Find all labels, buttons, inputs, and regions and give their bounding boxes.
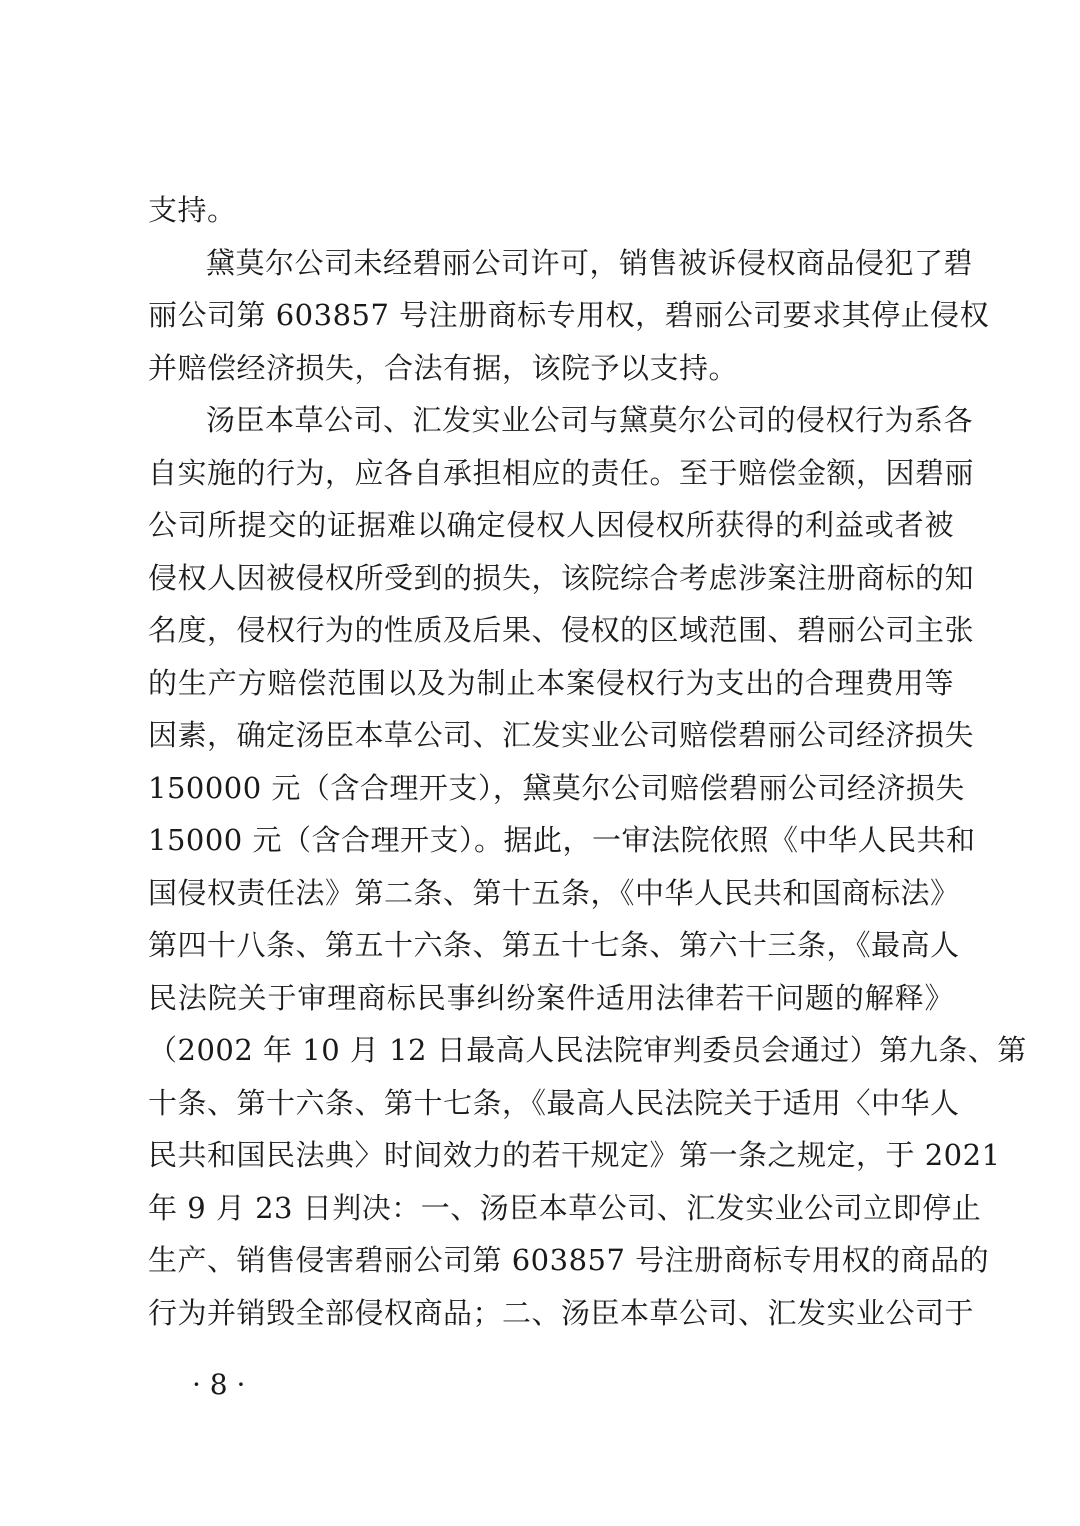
text-line: 丽公司第 603857 号注册商标专用权，碧丽公司要求其停止侵权: [148, 298, 990, 332]
text-line: 黛莫尔公司未经碧丽公司许可，销售被诉侵权商品侵犯了碧: [206, 245, 974, 280]
text-line: 并赔偿经济损失，合法有据，该院予以支持。: [148, 350, 739, 385]
text-line: 的生产方赔偿范围以及为制止本案侵权行为支出的合理费用等: [148, 665, 954, 700]
text-line: 汤臣本草公司、汇发实业公司与黛莫尔公司的侵权行为系各: [206, 403, 974, 437]
page-number: · 8 ·: [192, 1368, 246, 1401]
text-line: 150000 元（含合理开支），黛莫尔公司赔偿碧丽公司经济损失: [148, 770, 965, 805]
text-line: 国侵权责任法》第二条、第十五条，《中华人民共和国商标法》: [148, 875, 960, 910]
text-line: 十条、第十六条、第十七条，《最高人民法院关于适用〈中华人: [148, 1085, 960, 1120]
text-line: 第四十八条、第五十六条、第五十七条、第六十三条，《最高人: [148, 928, 960, 962]
text-line: 15000 元（含合理开支）。据此，一审法院依照《中华人民共和: [148, 823, 976, 857]
text-line: 年 9 月 23 日判决：一、汤臣本草公司、汇发实业公司立即停止: [148, 1190, 982, 1225]
text-line: 公司所提交的证据难以确定侵权人因侵权所获得的利益或者被: [148, 508, 954, 542]
text-line: 生产、销售侵害碧丽公司第 603857 号注册商标专用权的商品的: [148, 1243, 990, 1277]
text-line: 民共和国民法典〉时间效力的若干规定》第一条之规定，于 2021: [148, 1138, 1001, 1172]
text-line: 自实施的行为，应各自承担相应的责任。至于赔偿金额，因碧丽: [148, 455, 975, 490]
text-line: （2002 年 10 月 12 日最高人民法院审判委员会通过）第九条、第: [148, 1033, 1027, 1067]
text-line: 侵权人因被侵权所受到的损失，该院综合考虑涉案注册商标的知: [148, 560, 975, 595]
text-line: 支持。: [148, 193, 237, 227]
body-text: [148, 184, 1027, 1339]
text-line: 行为并销毁全部侵权商品；二、汤臣本草公司、汇发实业公司于: [148, 1295, 975, 1330]
text-line: 名度，侵权行为的性质及后果、侵权的区域范围、碧丽公司主张: [148, 613, 975, 647]
text-line: 因素，确定汤臣本草公司、汇发实业公司赔偿碧丽公司经济损失: [148, 718, 975, 752]
text-line: 民法院关于审理商标民事纠纷案件适用法律若干问题的解释》: [148, 980, 954, 1015]
